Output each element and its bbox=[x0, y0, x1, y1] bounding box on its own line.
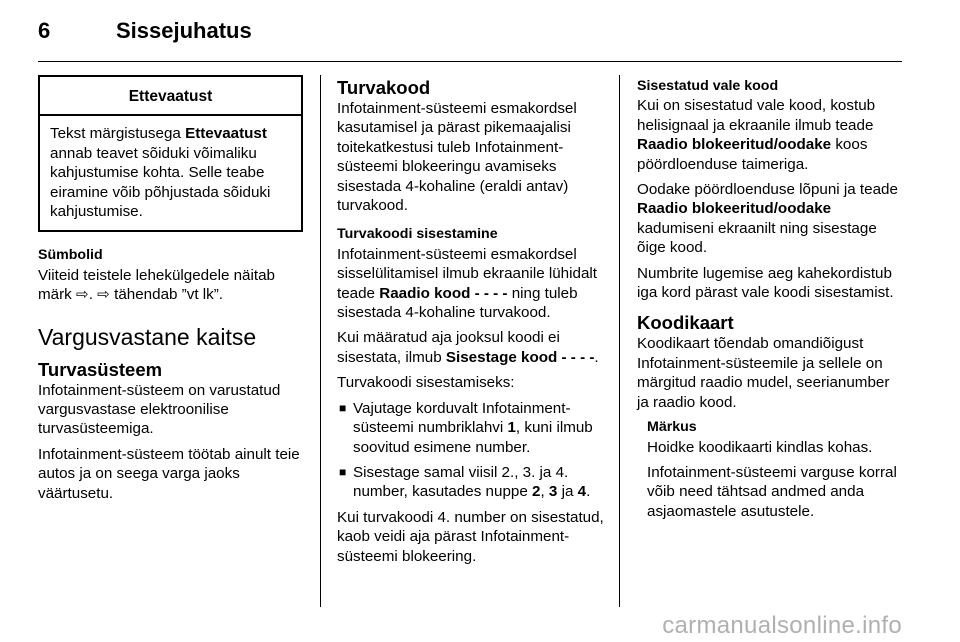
display-message: Raadio kood - - - - bbox=[379, 284, 508, 302]
paragraph bbox=[637, 96, 905, 174]
page-reference-icon: ⇨ bbox=[97, 286, 110, 304]
text-part: Vajutage korduvalt Infotainment-süsteemi numbriklahvi bbox=[353, 399, 571, 437]
paragraph: Infotainment-süsteem töötab ainult teie autos ja on seega varga jaoks väärtusetu. bbox=[38, 445, 300, 502]
column-3 bbox=[637, 77, 905, 527]
column-2 bbox=[337, 77, 605, 572]
note-block bbox=[637, 418, 905, 521]
paragraph bbox=[337, 328, 605, 367]
key-label: 2 bbox=[532, 483, 541, 501]
caution-box bbox=[38, 75, 303, 232]
symbols-text-part: . bbox=[88, 286, 98, 304]
paragraph: Hoidke koodikaarti kindlas kohas. bbox=[647, 438, 873, 456]
display-message: Raadio blokeeritud/oodake bbox=[637, 200, 832, 218]
paragraph: Infotainment-süsteem on varustatud vargusvastase elektroonilise turvasüsteemiga. bbox=[38, 381, 281, 438]
symbols-text-part: Viiteid teistele lehekülgedele näitab märk bbox=[38, 266, 275, 304]
page-reference-icon: ⇨ bbox=[75, 286, 89, 304]
subheading-code-entry: Turvakoodi sisestamine bbox=[337, 226, 498, 243]
column-divider-1 bbox=[320, 75, 321, 607]
list-item bbox=[337, 463, 605, 502]
text-part: Kui määratud aja jooksul koodi ei sisestata, ilmub bbox=[337, 329, 560, 366]
text-part: kadumiseni ekraanilt ning sisestage õige kood. bbox=[637, 219, 877, 257]
paragraph: Infotainment-süsteemi esmakordsel kasutamisel ja pärast pikemaajalisi toitekatkestusi tuleb Infotainment-süsteemi blokeeringu avamiseks sisestada 4-kohaline (eraldi antav) turvakood. bbox=[337, 100, 577, 215]
paragraph: Kui turvakoodi 4. number on sisestatud, kaob veidi aja pärast Infotainment-süsteemi blokeering. bbox=[337, 508, 604, 565]
bullet-list bbox=[337, 399, 605, 502]
text-part: . bbox=[594, 348, 599, 366]
paragraph: Turvakoodi sisestamiseks: bbox=[337, 374, 515, 392]
subheading-wrong-code: Sisestatud vale kood bbox=[637, 78, 779, 94]
text-part: Sisestage samal viisil 2., 3. ja 4. number, kasutades nuppe bbox=[353, 463, 569, 501]
paragraph bbox=[637, 180, 905, 258]
caution-body bbox=[40, 116, 301, 230]
caution-text-part: annab teavet sõiduki võimaliku kahjustumise kohta. Selle teabe eiramine võib põhjustada sõiduki kahjustumise. bbox=[50, 144, 271, 221]
text-part: Oodake pöördloenduse lõpuni ja teade bbox=[637, 181, 898, 199]
text-part: , kuni ilmub soovitud esimene number. bbox=[353, 419, 593, 456]
column-1 bbox=[38, 75, 303, 509]
text-part: ja bbox=[557, 483, 578, 501]
key-label: 1 bbox=[507, 419, 516, 437]
display-message: Sisestage kood - - - - bbox=[445, 348, 595, 366]
page-header bbox=[38, 18, 902, 54]
watermark: carmanualsonline.info bbox=[662, 612, 902, 639]
symbols-heading: Sümbolid bbox=[38, 247, 103, 264]
header-divider bbox=[38, 61, 902, 62]
text-part: . bbox=[586, 483, 591, 501]
display-message: Raadio blokeeritud/oodake bbox=[637, 136, 832, 154]
subheading-code-card: Koodikaart bbox=[637, 312, 734, 334]
caution-heading: Ettevaatust bbox=[40, 77, 301, 116]
paragraph bbox=[337, 245, 605, 323]
column-divider-2 bbox=[619, 75, 620, 607]
paragraph: Infotainment-süsteemi varguse korral võib need tähtsad andmed anda asjaomastele asutustele. bbox=[647, 463, 897, 520]
text-part: Infotainment-süsteemi esmakordsel sisselülitamisel ilmub ekraanile lühidalt teade bbox=[337, 245, 597, 302]
chapter-title: Sissejuhatus bbox=[116, 18, 252, 43]
caution-text bbox=[50, 124, 291, 221]
caution-text-part: Tekst märgistusega bbox=[50, 125, 186, 143]
caution-text-bold: Ettevaatust bbox=[185, 125, 267, 143]
paragraph: Koodikaart tõendab omandiõigust Infotainment-süsteemile ja sellele on märgitud raadio mudel, seerianumber ja raadio kood. bbox=[637, 335, 890, 411]
section-heading-anti-theft: Vargusvastane kaitse bbox=[38, 323, 257, 350]
text-part: koos pöördloenduse taimeriga. bbox=[637, 136, 868, 173]
subheading-security-system: Turvasüsteem bbox=[38, 358, 163, 380]
bullet-icon: ■ bbox=[339, 400, 347, 415]
bullet-icon: ■ bbox=[339, 464, 347, 479]
paragraph: Numbrite lugemise aeg kahekordistub iga kord pärast vale koodi sisestamist. bbox=[637, 264, 894, 302]
text-part: ning tuleb sisestada 4-kohaline turvakood. bbox=[337, 284, 578, 322]
note-heading: Märkus bbox=[647, 419, 697, 436]
text-part: , bbox=[540, 483, 549, 501]
page-number: 6 bbox=[38, 18, 51, 43]
list-item bbox=[337, 399, 605, 457]
symbols-text-part: tähendab ”vt lk”. bbox=[109, 286, 224, 304]
key-label: 4 bbox=[577, 483, 587, 501]
symbols-text bbox=[38, 266, 303, 305]
key-label: 3 bbox=[548, 483, 558, 501]
subheading-security-code: Turvakood bbox=[337, 77, 431, 98]
text-part: Kui on sisestatud vale kood, kostub helisignaal ja ekraanile ilmub teade bbox=[637, 97, 876, 134]
